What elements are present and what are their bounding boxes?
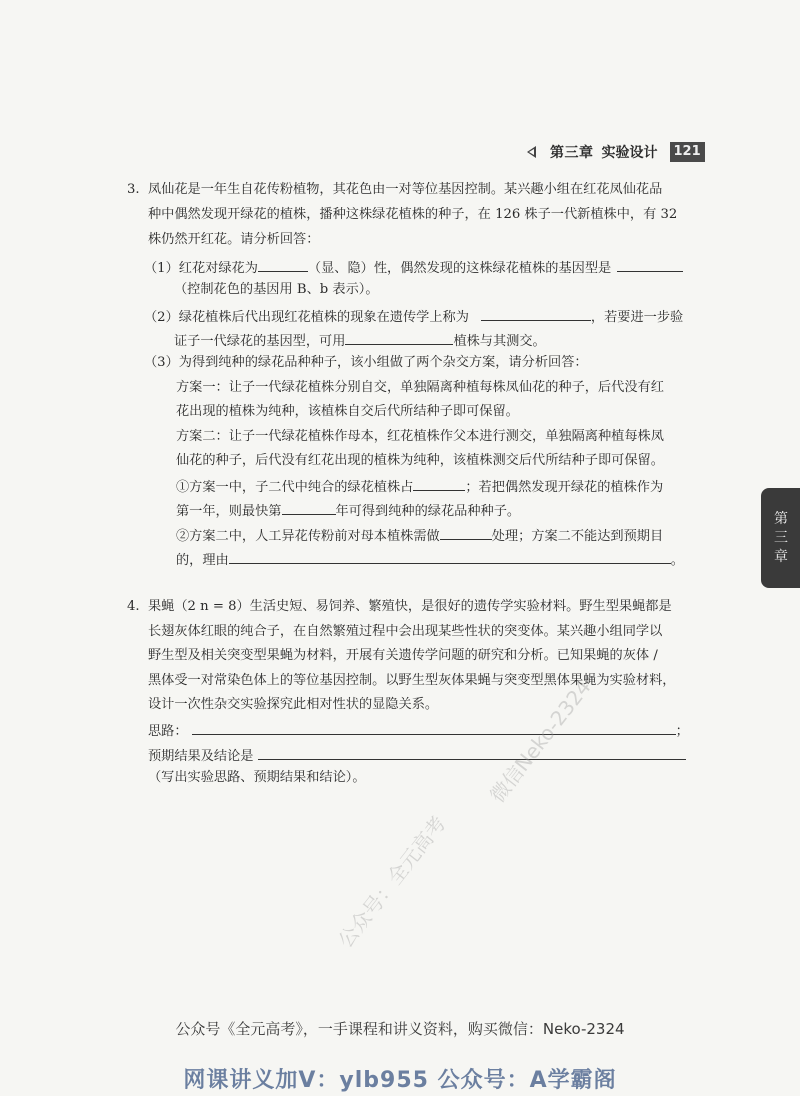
q3-sub-1-text-d: 年可得到纯种的绿花品种种子。 xyxy=(335,504,521,519)
q4-stem-line-4: 黑体受一对常染色体上的等位基因控制。以野生型灰体果蝇与突变型黑体果蝇为实验材料， xyxy=(148,673,676,688)
q3-sub-1-line-1 xyxy=(176,475,663,498)
q3-sub-2-text-a: ②方案二中，人工异花传粉前对母本植株需做 xyxy=(176,529,440,544)
q3-sub-1-text-b: ；若把偶然发现开绿花的植株作为 xyxy=(465,480,664,495)
q3-plan-2-line-1: 方案二：让子一代绿花植株作母本，红花植株作父本进行测交，单独隔离种植每株凤 xyxy=(176,429,664,444)
q3-sub-2-text-b: 处理；方案二不能达到预期目 xyxy=(491,529,664,544)
answer-blank[interactable] xyxy=(617,256,683,272)
q3-part-1-text-b: （显、隐）性，偶然发现的这株绿花植株的基因型是 xyxy=(307,261,612,276)
side-tab-label: 第三章 xyxy=(774,511,788,565)
footer-line-1: 公众号《全元高考》，一手课程和讲义资料，购买微信：Neko-2324 xyxy=(175,1020,625,1038)
q4-stem-line-1: 果蝇（2 n = 8）生活史短、易饲养、繁殖快，是很好的遗传学实验材料。野生型果蝇都是 xyxy=(148,599,672,614)
q3-part-2-text-c: 证子一代绿花的基因型，可用 xyxy=(174,334,346,349)
answer-blank[interactable] xyxy=(282,499,336,515)
q4-idea-label: 思路： xyxy=(148,724,188,739)
answer-blank[interactable] xyxy=(345,329,453,345)
q3-sub-2-text-d: 。 xyxy=(670,553,684,568)
q3-plan-1-line-1: 方案一：让子一代绿花植株分别自交，单独隔离种植每株凤仙花的种子，后代没有红 xyxy=(176,380,664,395)
answer-blank[interactable] xyxy=(481,305,591,321)
header-section: 实验设计 xyxy=(601,145,658,161)
watermark-account: 公众号：全元高考 xyxy=(333,811,451,953)
header-chapter: 第三章 xyxy=(550,145,594,161)
q3-stem-line-2: 种中偶然发现开绿花的植株，播种这株绿花植株的种子，在 126 株子一代新植株中，有 32 xyxy=(148,207,678,222)
q4-stem-line-5: 设计一次性杂交实验探究此相对性状的显隐关系。 xyxy=(148,697,439,712)
q3-part-1-line-1 xyxy=(144,256,683,279)
q4-result-label: 预期结果及结论是 xyxy=(148,749,254,764)
chapter-side-tab xyxy=(761,488,800,588)
answer-blank[interactable] xyxy=(229,548,671,564)
footer-line-2: 网课讲义加V：ylb955 公众号：A学霸阁 xyxy=(183,1068,617,1093)
q3-part-1-line-2: （控制花色的基因用 B、b 表示）。 xyxy=(174,282,379,297)
q4-stem-line-3: 野生型及相关突变型果蝇为材料，开展有关遗传学问题的研究和分析。已知果蝇的灰体 / xyxy=(148,648,658,663)
answer-blank[interactable] xyxy=(440,524,492,540)
q3-part-2-line-1 xyxy=(144,305,683,328)
q3-stem-line-1: 凤仙花是一年生自花传粉植物，其花色由一对等位基因控制。某兴趣小组在红花凤仙花品 xyxy=(148,182,663,197)
q4-stem-line-2: 长翅灰体红眼的纯合子，在自然繁殖过程中会出现某些性状的突变体。某兴趣小组同学以 xyxy=(148,624,663,639)
q3-part-3-line: （3）为得到纯种的绿花品种种子，该小组做了两个杂交方案，请分析回答： xyxy=(144,355,588,370)
answer-blank[interactable] xyxy=(192,719,676,735)
watermark-wechat: 微信Neko-2324 xyxy=(485,675,596,808)
q4-idea-line xyxy=(148,719,689,742)
q3-part-2-text-d: 植株与其测交。 xyxy=(453,334,546,349)
answer-blank[interactable] xyxy=(413,475,465,491)
q3-sub-2-line-2 xyxy=(176,548,684,571)
page-number: 121 xyxy=(670,142,705,162)
q3-sub-1-text-c: 第一年，则最快第 xyxy=(176,504,282,519)
q3-stem-line-3: 株仍然开红花。请分析回答： xyxy=(148,232,320,247)
page-header xyxy=(527,141,705,163)
question-3-number: 3. xyxy=(127,182,140,197)
answer-blank[interactable] xyxy=(258,256,308,272)
triangle-marker-icon xyxy=(527,146,536,158)
q3-sub-1-line-2 xyxy=(176,499,520,522)
q4-idea-end: ； xyxy=(675,724,689,739)
q3-plan-1-line-2: 花出现的植株为纯种，该植株自交后代所结种子即可保留。 xyxy=(176,404,519,419)
q3-part-2-text-b: ，若要进一步验 xyxy=(590,310,684,325)
answer-blank[interactable] xyxy=(258,744,686,760)
q4-result-line xyxy=(148,744,686,767)
q3-sub-2-line-1 xyxy=(176,524,663,547)
q3-sub-2-text-c: 的，理由 xyxy=(176,553,229,568)
q3-part-2-line-2 xyxy=(174,329,546,352)
q3-sub-1-text-a: ①方案一中，子二代中纯合的绿花植株占 xyxy=(176,480,414,495)
q3-part-1-text-a: （1）红花对绿花为 xyxy=(144,261,258,276)
q3-part-2-text-a: （2）绿花植株后代出现红花植株的现象在遗传学上称为 xyxy=(144,310,469,325)
q3-plan-2-line-2: 仙花的种子，后代没有红花出现的植株为纯种，该植株测交后代所结种子即可保留。 xyxy=(176,453,664,468)
question-4-number: 4. xyxy=(127,599,140,614)
q4-note: （写出实验思路、预期结果和结论）。 xyxy=(148,770,366,785)
